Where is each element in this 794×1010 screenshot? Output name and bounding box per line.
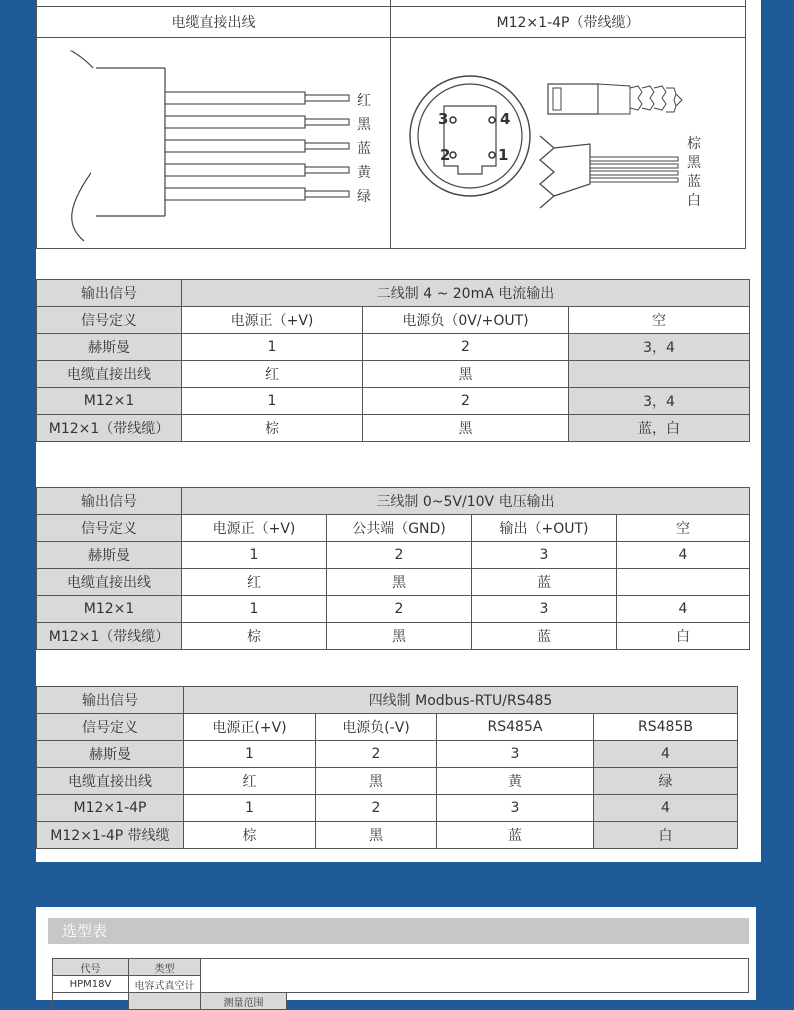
- t2-cell: 黑: [327, 623, 472, 650]
- pin-4-label: 4: [500, 110, 511, 128]
- m12-wire-white: 白: [687, 193, 701, 209]
- t1-cell: 1: [182, 334, 363, 361]
- t1-cell: 3，4: [569, 388, 750, 415]
- t3-header-label: 输出信号: [37, 687, 184, 714]
- t1-cell: 电源负（0V/+OUT): [363, 307, 569, 334]
- t2-cell: 4: [617, 596, 750, 623]
- t3-cell: 绿: [594, 768, 738, 795]
- t3-cell: 电源正(+V): [184, 714, 316, 741]
- pin-1-label: 1: [498, 146, 509, 164]
- t2-cell: 1: [182, 596, 327, 623]
- t3-cell: 黑: [316, 822, 437, 849]
- t3-cell: 电源负(-V): [316, 714, 437, 741]
- t1-cell: 2: [363, 334, 569, 361]
- t1-cell: 1: [182, 388, 363, 415]
- t2-cell: M12×1（带线缆）: [37, 623, 182, 650]
- t3-cell: 1: [184, 741, 316, 768]
- t2-cell: 3: [472, 542, 617, 569]
- m12-wire-black: 黑: [687, 155, 701, 171]
- t3-cell: 白: [594, 822, 738, 849]
- two-wire-table: [36, 279, 750, 442]
- m12-title: M12×1-4P（带线缆）: [391, 7, 746, 38]
- t1-cell: 黑: [363, 415, 569, 442]
- t1-cell: 电缆直接出线: [37, 361, 182, 388]
- t2-cell: 4: [617, 542, 750, 569]
- t3-cell: 1: [184, 795, 316, 822]
- t2-cell: 白: [617, 623, 750, 650]
- m12-wire-brown: 棕: [687, 136, 701, 152]
- t3-cell: 蓝: [437, 822, 594, 849]
- t2-header-label: 输出信号: [37, 488, 182, 515]
- pin-3-label: 3: [438, 110, 449, 128]
- selection-title: 选型表: [48, 918, 749, 944]
- t3-cell: RS485A: [437, 714, 594, 741]
- t2-cell: 蓝: [472, 623, 617, 650]
- t1-cell: 空: [569, 307, 750, 334]
- t1-cell: 蓝，白: [569, 415, 750, 442]
- t2-cell: [617, 569, 750, 596]
- four-wire-table: [36, 686, 738, 849]
- wire-label-blue: 蓝: [357, 141, 371, 157]
- three-wire-table: [36, 487, 750, 650]
- wire-label-yellow: 黄: [357, 165, 371, 181]
- t3-cell: 黑: [316, 768, 437, 795]
- m12-wire-blue: 蓝: [687, 174, 701, 190]
- t2-cell: 棕: [182, 623, 327, 650]
- t2-cell: 1: [182, 542, 327, 569]
- t2-cell: 输出（+OUT): [472, 515, 617, 542]
- t3-cell: 棕: [184, 822, 316, 849]
- selection-table: [52, 958, 749, 1010]
- t1-cell: [569, 361, 750, 388]
- sel-next-b: 测量范围: [201, 993, 287, 1010]
- t2-cell: 公共端（GND): [327, 515, 472, 542]
- t3-cell: RS485B: [594, 714, 738, 741]
- t2-cell: 信号定义: [37, 515, 182, 542]
- t2-cell: 2: [327, 596, 472, 623]
- t1-cell: 赫斯曼: [37, 334, 182, 361]
- t2-cell: 蓝: [472, 569, 617, 596]
- t3-cell: 信号定义: [37, 714, 184, 741]
- sel-col-type: 类型: [129, 959, 201, 976]
- t1-cell: 电源正（+V): [182, 307, 363, 334]
- t3-cell: 电缆直接出线: [37, 768, 184, 795]
- t3-cell: 黄: [437, 768, 594, 795]
- t3-cell: 2: [316, 795, 437, 822]
- t3-cell: 4: [594, 795, 738, 822]
- t1-cell: 2: [363, 388, 569, 415]
- t2-cell: 电源正（+V): [182, 515, 327, 542]
- direct-cable-diagram: [36, 36, 390, 247]
- t2-cell: 黑: [327, 569, 472, 596]
- t2-cell: 3: [472, 596, 617, 623]
- t1-cell: M12×1（带线缆）: [37, 415, 182, 442]
- t3-cell: 4: [594, 741, 738, 768]
- t2-header-value: 三线制 0~5V/10V 电压输出: [182, 488, 750, 515]
- t3-cell: 红: [184, 768, 316, 795]
- t3-cell: M12×1-4P 带线缆: [37, 822, 184, 849]
- direct-cable-title: 电缆直接出线: [37, 7, 391, 38]
- t1-header-value: 二线制 4 ~ 20mA 电流输出: [182, 280, 750, 307]
- t1-cell: 信号定义: [37, 307, 182, 334]
- t3-cell: 3: [437, 741, 594, 768]
- t3-cell: M12×1-4P: [37, 795, 184, 822]
- t1-header-label: 输出信号: [37, 280, 182, 307]
- t1-cell: 红: [182, 361, 363, 388]
- t2-cell: 电缆直接出线: [37, 569, 182, 596]
- wire-label-green: 绿: [357, 189, 371, 205]
- sel-type: 电容式真空计: [129, 976, 201, 993]
- t1-cell: 棕: [182, 415, 363, 442]
- t2-cell: 红: [182, 569, 327, 596]
- sel-col-code: 代号: [53, 959, 129, 976]
- t2-cell: 空: [617, 515, 750, 542]
- t2-cell: 赫斯曼: [37, 542, 182, 569]
- sel-code: HPM18V: [53, 976, 129, 993]
- t1-cell: 3，4: [569, 334, 750, 361]
- t1-cell: M12×1: [37, 388, 182, 415]
- t3-header-value: 四线制 Modbus-RTU/RS485: [184, 687, 738, 714]
- pin-2-label: 2: [440, 146, 451, 164]
- wire-label-red: 红: [357, 93, 371, 109]
- t2-cell: 2: [327, 542, 472, 569]
- t2-cell: M12×1: [37, 596, 182, 623]
- t3-cell: 赫斯曼: [37, 741, 184, 768]
- wire-label-black: 黑: [357, 117, 371, 133]
- sel-next-a: [129, 993, 201, 1010]
- t1-cell: 黑: [363, 361, 569, 388]
- t3-cell: 3: [437, 795, 594, 822]
- t3-cell: 2: [316, 741, 437, 768]
